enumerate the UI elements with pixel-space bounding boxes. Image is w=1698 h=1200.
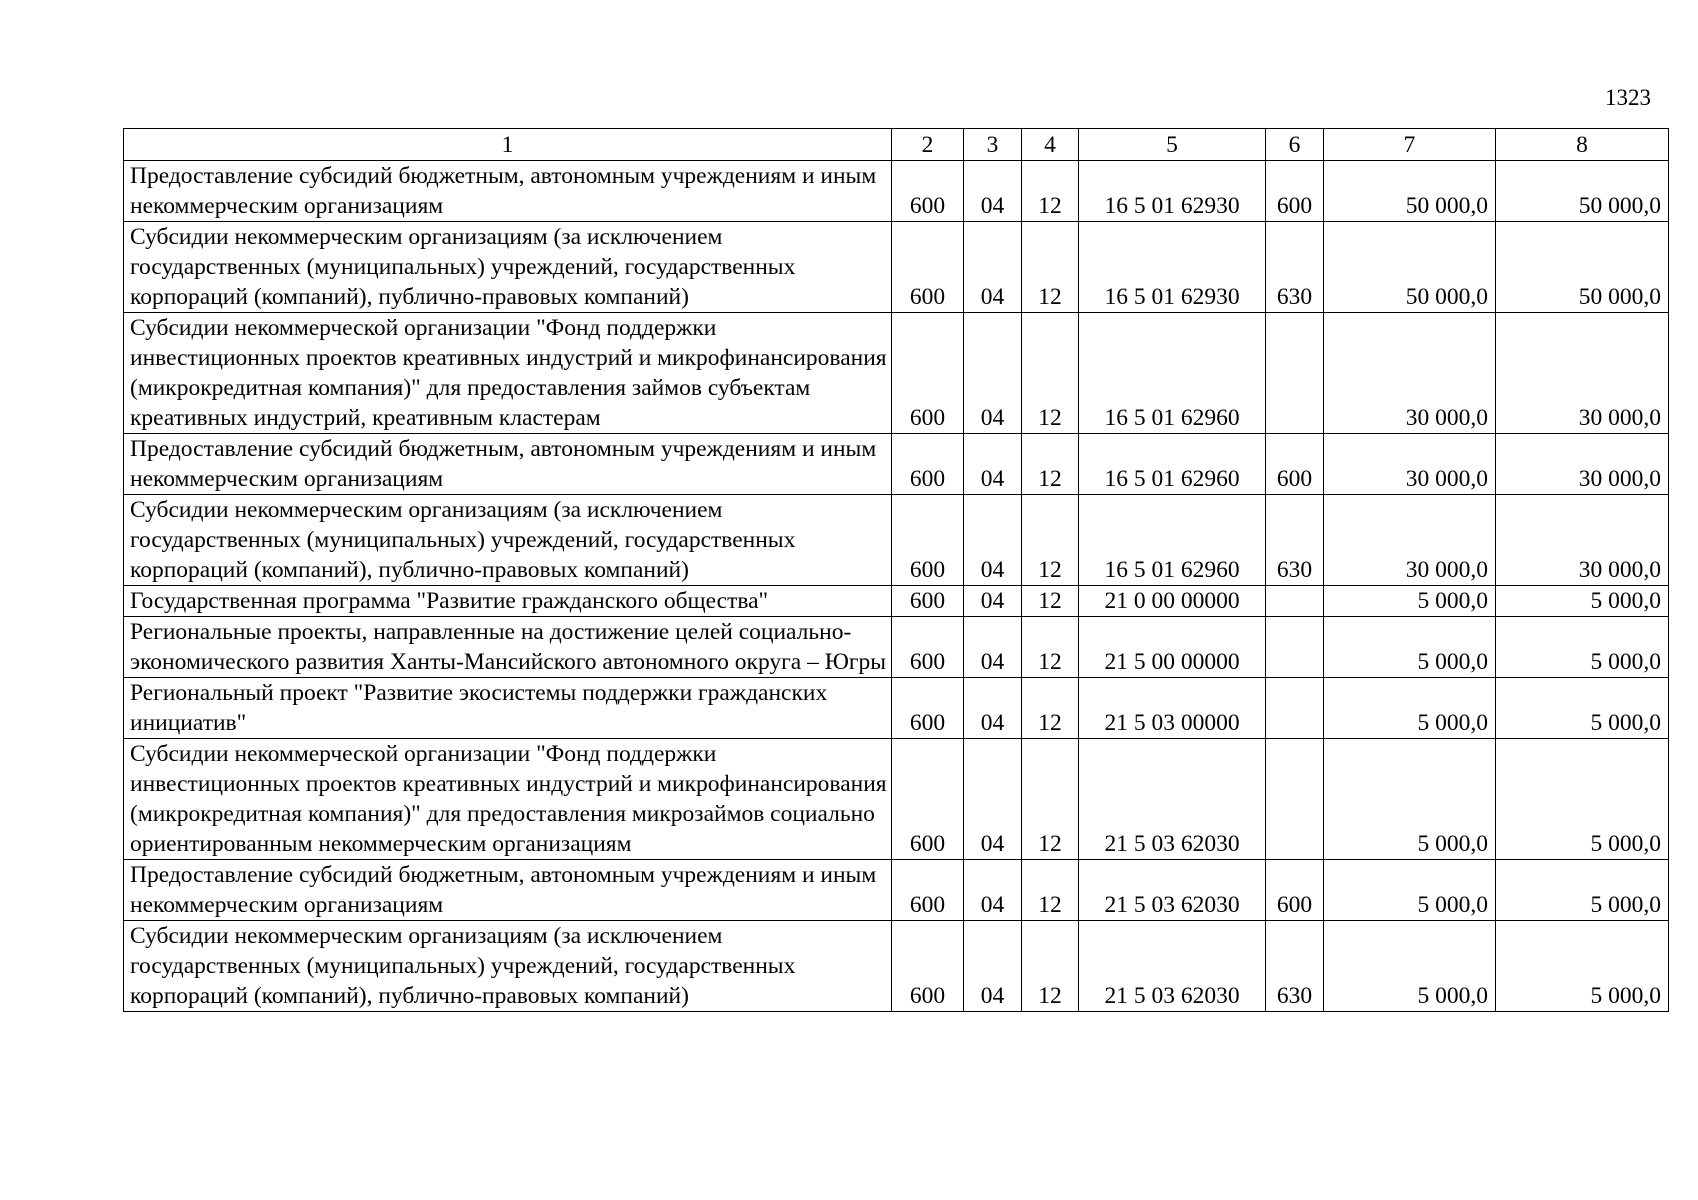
row-amount-cell: 5 000,0: [1324, 860, 1496, 921]
row-name-cell: Субсидии некоммерческим организациям (за исключением государственных (муниципальных) учреждений, государственных корпораций (компаний), публично-правовых компаний): [124, 495, 892, 586]
row-target-article-cell: 16 5 01 62960: [1079, 434, 1266, 495]
column-header: 5: [1079, 129, 1266, 161]
row-amount-cell: 5 000,0: [1324, 617, 1496, 678]
column-header: 6: [1266, 129, 1324, 161]
row-subsection-cell: 12: [1022, 222, 1079, 313]
row-expense-type-cell: 600: [1266, 860, 1324, 921]
row-amount-cell: 30 000,0: [1496, 434, 1669, 495]
row-target-article-cell: 21 0 00 00000: [1079, 586, 1266, 617]
row-section-cell: 04: [964, 860, 1022, 921]
row-code-cell: 600: [892, 495, 964, 586]
row-expense-type-cell: [1266, 586, 1324, 617]
row-amount-cell: 30 000,0: [1496, 313, 1669, 434]
row-expense-type-cell: 630: [1266, 495, 1324, 586]
row-target-article-cell: 21 5 03 00000: [1079, 678, 1266, 739]
table-body: [124, 161, 1669, 1012]
row-target-article-cell: 21 5 03 62030: [1079, 860, 1266, 921]
row-amount-cell: 5 000,0: [1324, 921, 1496, 1012]
row-target-article-cell: 21 5 03 62030: [1079, 921, 1266, 1012]
row-section-cell: 04: [964, 617, 1022, 678]
table-row: [124, 921, 1669, 1012]
row-amount-cell: 50 000,0: [1324, 161, 1496, 222]
row-code-cell: 600: [892, 678, 964, 739]
row-subsection-cell: 12: [1022, 617, 1079, 678]
table-row: [124, 495, 1669, 586]
table-row: [124, 313, 1669, 434]
row-name-cell: Государственная программа "Развитие гражданского общества": [124, 586, 892, 617]
row-amount-cell: 30 000,0: [1324, 434, 1496, 495]
row-amount-cell: 50 000,0: [1496, 222, 1669, 313]
row-expense-type-cell: 600: [1266, 434, 1324, 495]
row-amount-cell: 5 000,0: [1496, 617, 1669, 678]
row-section-cell: 04: [964, 222, 1022, 313]
row-code-cell: 600: [892, 586, 964, 617]
row-name-cell: Субсидии некоммерческим организациям (за исключением государственных (муниципальных) учреждений, государственных корпораций (компаний), публично-правовых компаний): [124, 222, 892, 313]
row-expense-type-cell: [1266, 678, 1324, 739]
row-subsection-cell: 12: [1022, 586, 1079, 617]
table-row: [124, 434, 1669, 495]
row-code-cell: 600: [892, 313, 964, 434]
row-amount-cell: 30 000,0: [1324, 495, 1496, 586]
table-row: [124, 161, 1669, 222]
row-amount-cell: 5 000,0: [1324, 586, 1496, 617]
table-row: [124, 617, 1669, 678]
row-expense-type-cell: 630: [1266, 921, 1324, 1012]
row-section-cell: 04: [964, 161, 1022, 222]
column-header: 4: [1022, 129, 1079, 161]
row-code-cell: 600: [892, 921, 964, 1012]
column-header: 2: [892, 129, 964, 161]
row-section-cell: 04: [964, 586, 1022, 617]
row-section-cell: 04: [964, 434, 1022, 495]
column-header: 3: [964, 129, 1022, 161]
row-target-article-cell: 16 5 01 62930: [1079, 222, 1266, 313]
row-code-cell: 600: [892, 617, 964, 678]
row-subsection-cell: 12: [1022, 434, 1079, 495]
table-row: [124, 739, 1669, 860]
row-name-cell: Региональные проекты, направленные на достижение целей социально-экономического развития Ханты-Мансийского автономного округа – Югры: [124, 617, 892, 678]
row-name-cell: Субсидии некоммерческой организации "Фонд поддержки инвестиционных проектов креативных индустрий и микрофинансирования (микрокредитная компания)" для предоставления займов субъектам креативных индустрий, креативным кластерам: [124, 313, 892, 434]
budget-table: [123, 128, 1669, 1012]
row-amount-cell: 5 000,0: [1324, 739, 1496, 860]
row-expense-type-cell: 600: [1266, 161, 1324, 222]
row-subsection-cell: 12: [1022, 313, 1079, 434]
column-header: 7: [1324, 129, 1496, 161]
row-target-article-cell: 16 5 01 62930: [1079, 161, 1266, 222]
row-subsection-cell: 12: [1022, 739, 1079, 860]
row-amount-cell: 5 000,0: [1324, 678, 1496, 739]
row-amount-cell: 30 000,0: [1496, 495, 1669, 586]
row-target-article-cell: 16 5 01 62960: [1079, 495, 1266, 586]
row-amount-cell: 5 000,0: [1496, 860, 1669, 921]
row-amount-cell: 50 000,0: [1324, 222, 1496, 313]
row-target-article-cell: 21 5 03 62030: [1079, 739, 1266, 860]
row-code-cell: 600: [892, 739, 964, 860]
page-number: 1323: [1605, 85, 1651, 110]
row-section-cell: 04: [964, 495, 1022, 586]
row-section-cell: 04: [964, 313, 1022, 434]
row-section-cell: 04: [964, 921, 1022, 1012]
row-section-cell: 04: [964, 739, 1022, 860]
table-row: [124, 222, 1669, 313]
row-expense-type-cell: [1266, 739, 1324, 860]
column-header: 1: [124, 129, 892, 161]
table-row: [124, 586, 1669, 617]
row-subsection-cell: 12: [1022, 161, 1079, 222]
row-code-cell: 600: [892, 434, 964, 495]
row-amount-cell: 5 000,0: [1496, 586, 1669, 617]
row-amount-cell: 5 000,0: [1496, 739, 1669, 860]
row-amount-cell: 30 000,0: [1324, 313, 1496, 434]
row-amount-cell: 50 000,0: [1496, 161, 1669, 222]
row-code-cell: 600: [892, 222, 964, 313]
row-subsection-cell: 12: [1022, 860, 1079, 921]
row-expense-type-cell: [1266, 313, 1324, 434]
row-name-cell: Субсидии некоммерческим организациям (за исключением государственных (муниципальных) учреждений, государственных корпораций (компаний), публично-правовых компаний): [124, 921, 892, 1012]
row-name-cell: Субсидии некоммерческой организации "Фонд поддержки инвестиционных проектов креативных индустрий и микрофинансирования (микрокредитная компания)" для предоставления микрозаймов социально ориентированным некоммерческим организациям: [124, 739, 892, 860]
row-amount-cell: 5 000,0: [1496, 921, 1669, 1012]
row-name-cell: Предоставление субсидий бюджетным, автономным учреждениям и иным некоммерческим организациям: [124, 161, 892, 222]
row-name-cell: Региональный проект "Развитие экосистемы поддержки гражданских инициатив": [124, 678, 892, 739]
row-subsection-cell: 12: [1022, 678, 1079, 739]
row-section-cell: 04: [964, 678, 1022, 739]
row-code-cell: 600: [892, 860, 964, 921]
row-subsection-cell: 12: [1022, 495, 1079, 586]
row-code-cell: 600: [892, 161, 964, 222]
row-name-cell: Предоставление субсидий бюджетным, автономным учреждениям и иным некоммерческим организациям: [124, 434, 892, 495]
row-amount-cell: 5 000,0: [1496, 678, 1669, 739]
row-expense-type-cell: 630: [1266, 222, 1324, 313]
row-target-article-cell: 21 5 00 00000: [1079, 617, 1266, 678]
row-expense-type-cell: [1266, 617, 1324, 678]
table-row: [124, 860, 1669, 921]
table-row: [124, 678, 1669, 739]
row-subsection-cell: 12: [1022, 921, 1079, 1012]
column-header: 8: [1496, 129, 1669, 161]
table-header-row: [124, 129, 1669, 161]
row-name-cell: Предоставление субсидий бюджетным, автономным учреждениям и иным некоммерческим организациям: [124, 860, 892, 921]
row-target-article-cell: 16 5 01 62960: [1079, 313, 1266, 434]
